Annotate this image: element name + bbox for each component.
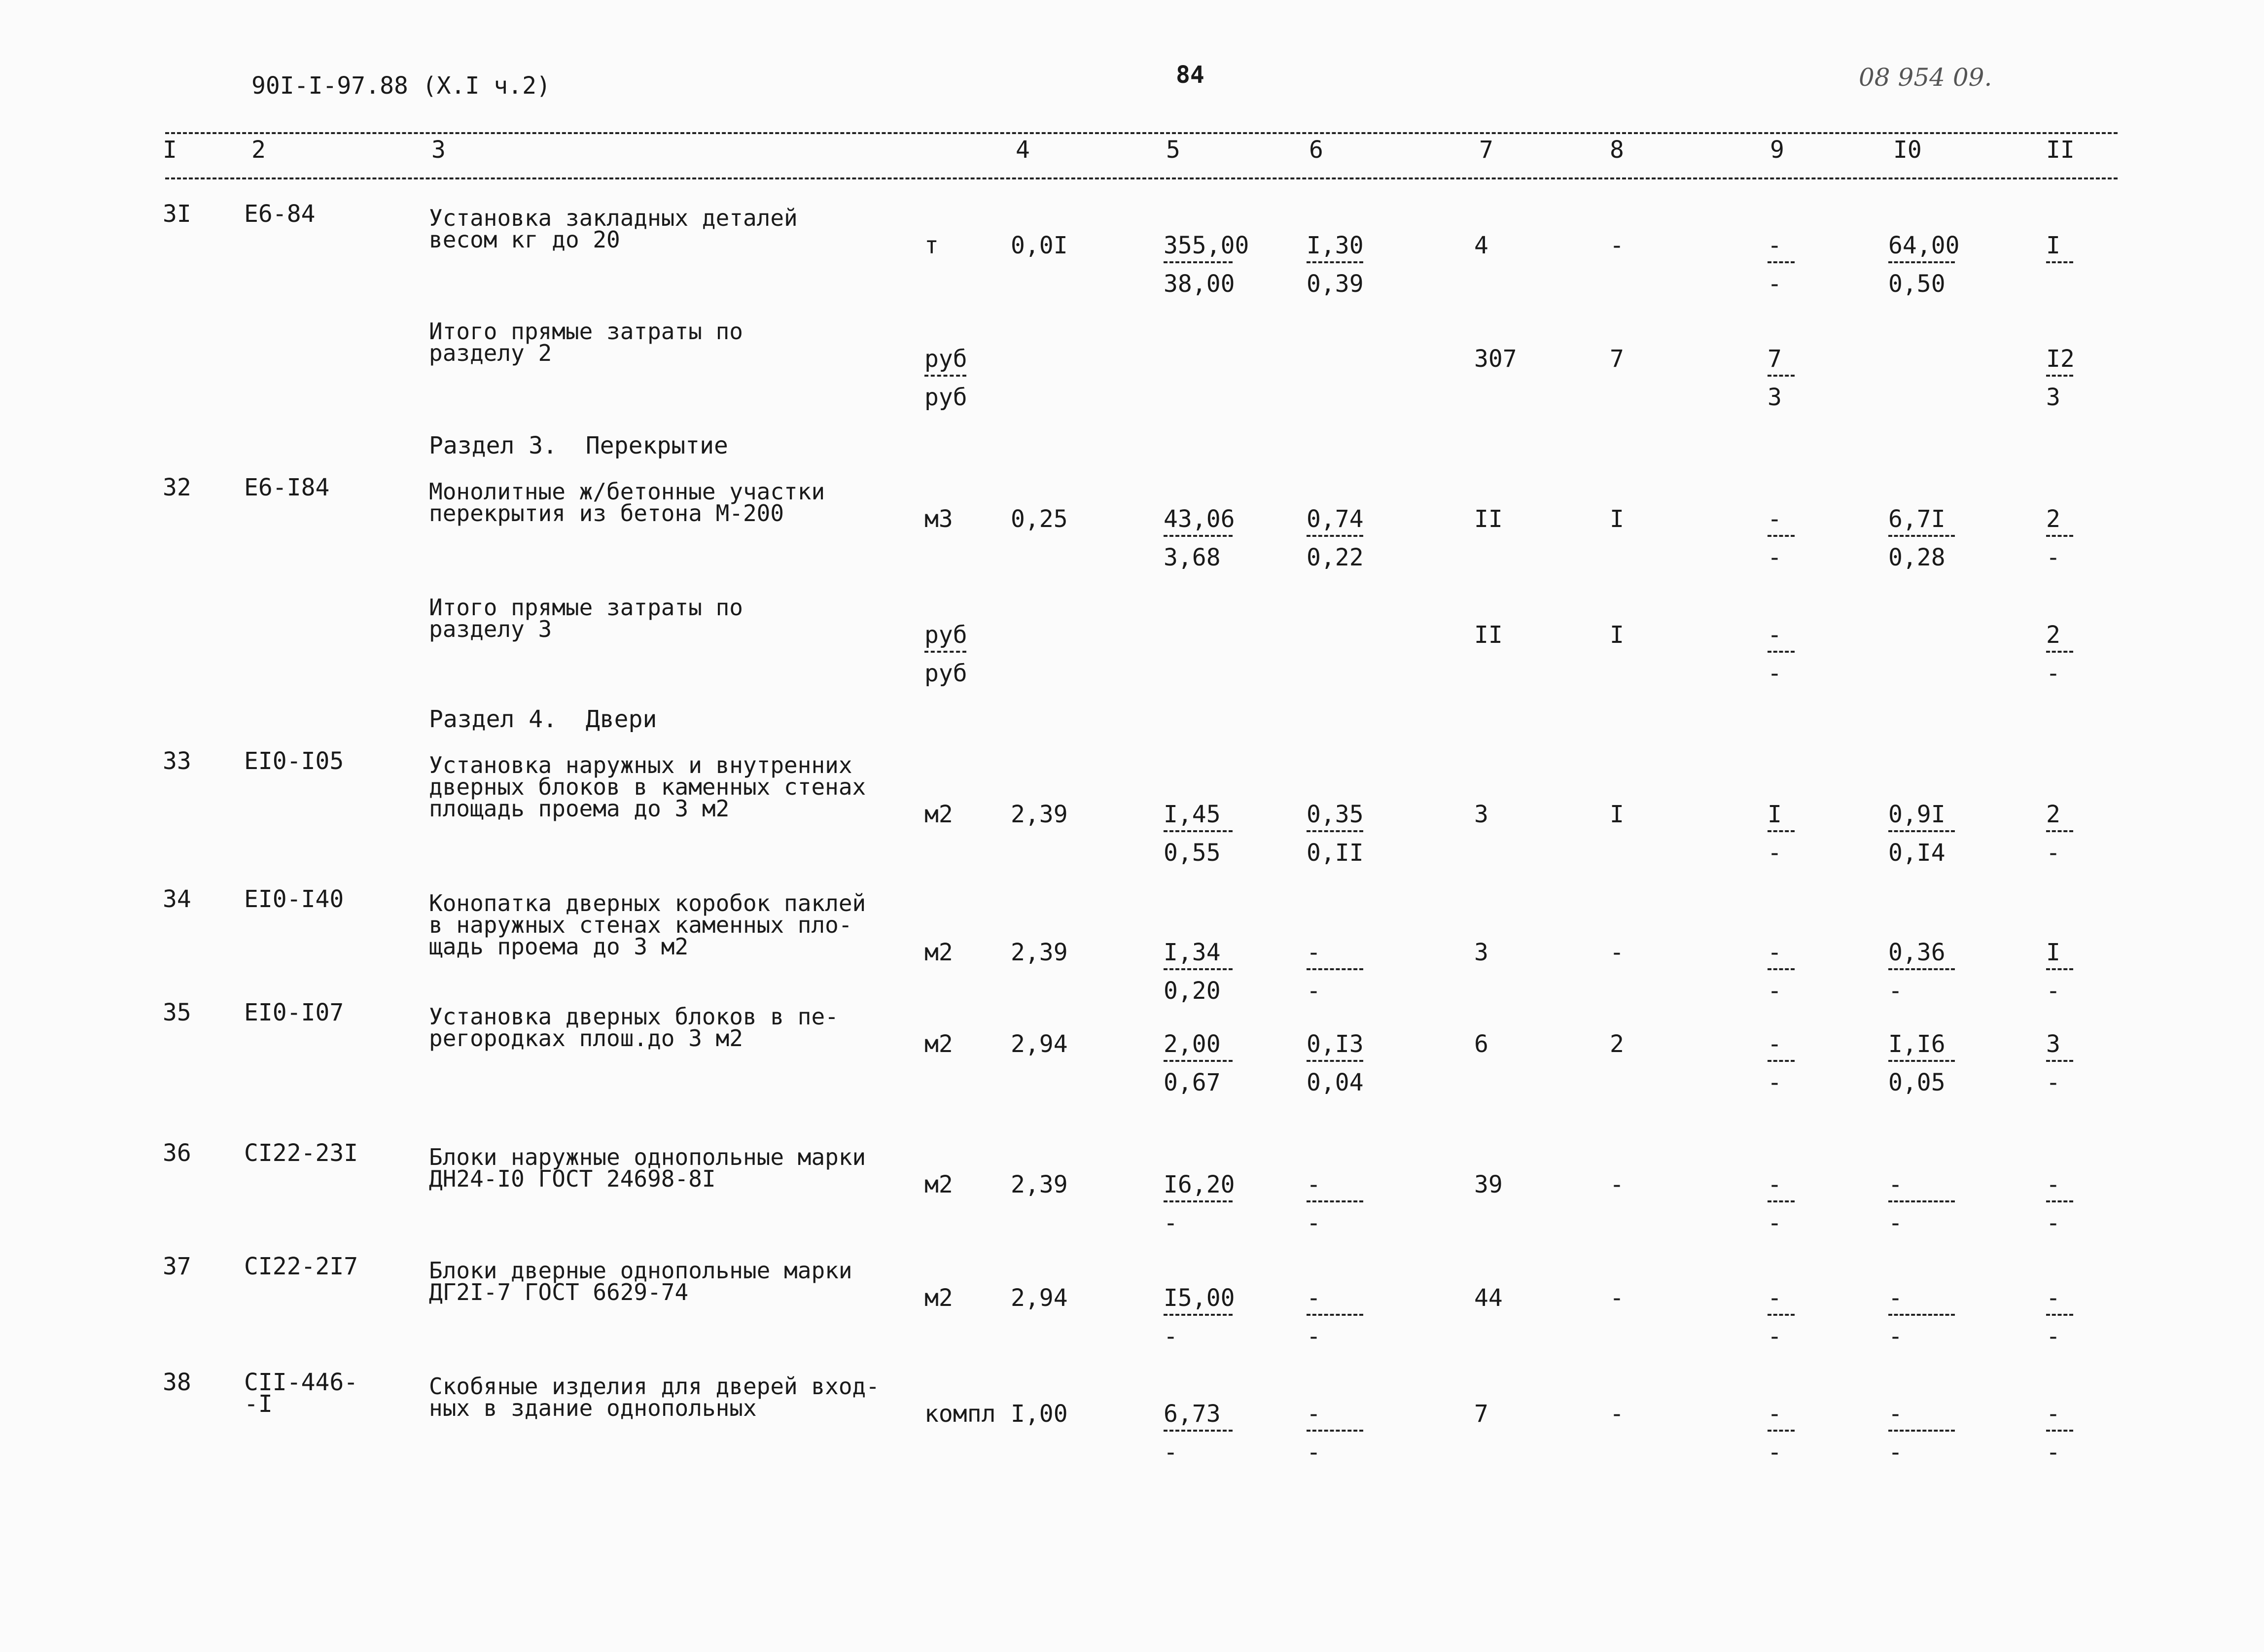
row-1-number: 3I [163, 200, 191, 228]
archive-stamp: 08 954 09. [1859, 63, 1992, 92]
row-1-c6-bottom: 0,39 [1307, 270, 1364, 298]
row-7-description: дверных блоков в каменных стенах [429, 773, 866, 800]
row-12-description: ных в здание однопольных [429, 1395, 757, 1421]
row-9-c10-top: I,I6 [1888, 1030, 1946, 1058]
row-11-c11-bottom: - [2046, 1323, 2060, 1350]
row-4-c5-rule [1164, 535, 1233, 537]
row-1-c5-top: 355,00 [1164, 232, 1249, 259]
row-5-c11-rule [2046, 651, 2073, 653]
row-11-unit: м2 [924, 1284, 953, 1312]
row-4-code: E6-I84 [244, 474, 330, 501]
row-7-c10-bottom: 0,I4 [1888, 839, 1946, 867]
row-12-description: Скобяные изделия для дверей вход- [429, 1373, 880, 1400]
row-12-col8: - [1610, 1400, 1624, 1428]
row-11-c10-bottom: - [1888, 1323, 1903, 1350]
row-7-code: EI0-I05 [244, 747, 344, 775]
row-5-description: разделу 3 [429, 616, 552, 642]
row-11-c9-bottom: - [1768, 1323, 1782, 1350]
row-10-unit: м2 [924, 1171, 953, 1198]
row-8-c10-top: 0,36 [1888, 939, 1946, 966]
row-7-quantity: 2,39 [1011, 801, 1068, 828]
row-7-c11-rule [2046, 830, 2073, 832]
row-8-c9-rule [1768, 968, 1795, 970]
row-2-c11-rule [2046, 375, 2073, 377]
row-4-c10-top: 6,7I [1888, 505, 1946, 533]
column-header-4: 4 [1016, 136, 1030, 164]
column-header-1: I [163, 136, 177, 164]
row-1-c6-rule [1307, 261, 1363, 263]
row-8-c9-bottom: - [1768, 977, 1782, 1005]
row-4-c11-top: 2 [2046, 505, 2060, 533]
row-11-quantity: 2,94 [1011, 1284, 1068, 1312]
row-12-unit: компл [924, 1400, 996, 1428]
row-7-c11-bottom: - [2046, 839, 2060, 867]
row-12-number: 38 [163, 1369, 191, 1396]
row-10-c11-top: - [2046, 1171, 2060, 1198]
row-4-c5-top: 43,06 [1164, 505, 1235, 533]
row-2-c9-bottom: 3 [1768, 384, 1782, 411]
row-8-unit: м2 [924, 939, 953, 966]
row-4-c5-bottom: 3,68 [1164, 544, 1221, 571]
row-5-c11-top: 2 [2046, 621, 2060, 649]
row-7-c11-top: 2 [2046, 801, 2060, 828]
row-8-number: 34 [163, 885, 191, 913]
row-10-col8: - [1610, 1171, 1624, 1198]
row-4-quantity: 0,25 [1011, 505, 1068, 533]
row-11-col7: 44 [1474, 1284, 1503, 1312]
row-5-col7: II [1474, 621, 1503, 649]
row-8-c6-rule [1307, 968, 1363, 970]
row-11-c11-top: - [2046, 1284, 2060, 1312]
row-1-c11-rule [2046, 261, 2073, 263]
row-10-c10-top: - [1888, 1171, 1903, 1198]
row-9-c6-top: 0,I3 [1307, 1030, 1364, 1058]
row-4-description: перекрытия из бетона М-200 [429, 500, 784, 527]
row-8-description: щадь проема до 3 м2 [429, 933, 689, 960]
row-1-unit: т [924, 232, 939, 259]
row-12-c11-top: - [2046, 1400, 2060, 1428]
row-5-col8: I [1610, 621, 1624, 649]
row-11-c10-rule [1888, 1314, 1955, 1316]
row-2-unit-rule [924, 375, 966, 377]
row-11-c10-top: - [1888, 1284, 1903, 1312]
row-2-col7: 307 [1474, 345, 1517, 373]
row-2-unit-bottom: руб [924, 384, 967, 411]
row-11-col8: - [1610, 1284, 1624, 1312]
header-rule-bottom [165, 177, 2118, 179]
row-4-c9-top: - [1768, 505, 1782, 533]
row-11-c5-bottom: - [1164, 1323, 1178, 1350]
row-4-unit: м3 [924, 505, 953, 533]
row-5-c9-bottom: - [1768, 660, 1782, 687]
row-9-col7: 6 [1474, 1030, 1488, 1058]
column-header-6: 6 [1309, 136, 1323, 164]
row-8-c10-bottom: - [1888, 977, 1903, 1005]
row-1-c9-bottom: - [1768, 270, 1782, 298]
row-8-description: Конопатка дверных коробок паклей [429, 890, 866, 916]
row-9-c6-rule [1307, 1060, 1363, 1062]
row-8-col8: - [1610, 939, 1624, 966]
row-4-c6-rule [1307, 535, 1363, 537]
row-1-c10-top: 64,00 [1888, 232, 1960, 259]
row-11-c6-rule [1307, 1314, 1363, 1316]
column-header-8: 8 [1610, 136, 1624, 164]
row-12-quantity: I,00 [1011, 1400, 1068, 1428]
row-2-c11-top: I2 [2046, 345, 2075, 373]
row-10-c6-bottom: - [1307, 1209, 1321, 1237]
row-1-c5-bottom: 38,00 [1164, 270, 1235, 298]
row-2-unit-top: руб [924, 345, 967, 373]
row-4-col7: II [1474, 505, 1503, 533]
row-10-c5-rule [1164, 1200, 1233, 1202]
row-12-c6-top: - [1307, 1400, 1321, 1428]
row-9-c9-rule [1768, 1060, 1795, 1062]
row-12-c11-bottom: - [2046, 1439, 2060, 1466]
section-title: Раздел 4. Двери [429, 705, 657, 733]
row-11-c11-rule [2046, 1314, 2073, 1316]
row-11-c9-rule [1768, 1314, 1795, 1316]
row-4-description: Монолитные ж/бетонные участки [429, 478, 825, 505]
row-8-c5-bottom: 0,20 [1164, 977, 1221, 1005]
row-11-description: ДГ2I-7 ГОСТ 6629-74 [429, 1279, 689, 1305]
row-12-c6-rule [1307, 1430, 1363, 1432]
row-9-unit: м2 [924, 1030, 953, 1058]
row-1-c10-rule [1888, 261, 1955, 263]
row-8-c6-bottom: - [1307, 977, 1321, 1005]
row-7-c9-bottom: - [1768, 839, 1782, 867]
row-10-c6-top: - [1307, 1171, 1321, 1198]
row-8-c11-top: I [2046, 939, 2060, 966]
row-10-c9-bottom: - [1768, 1209, 1782, 1237]
row-12-c5-top: 6,73 [1164, 1400, 1221, 1428]
row-9-col8: 2 [1610, 1030, 1624, 1058]
row-12-c10-bottom: - [1888, 1439, 1903, 1466]
row-7-c6-bottom: 0,II [1307, 839, 1364, 867]
row-4-c6-bottom: 0,22 [1307, 544, 1364, 571]
row-10-c5-bottom: - [1164, 1209, 1178, 1237]
row-2-c11-bottom: 3 [2046, 384, 2060, 411]
row-1-c10-bottom: 0,50 [1888, 270, 1946, 298]
row-9-c11-top: 3 [2046, 1030, 2060, 1058]
row-8-c11-rule [2046, 968, 2073, 970]
row-8-c5-top: I,34 [1164, 939, 1221, 966]
row-8-col7: 3 [1474, 939, 1488, 966]
row-12-code: CII-446- [244, 1369, 358, 1396]
row-1-c11-top: I [2046, 232, 2060, 259]
row-11-c6-bottom: - [1307, 1323, 1321, 1350]
row-9-c11-bottom: - [2046, 1069, 2060, 1096]
row-12-c5-rule [1164, 1430, 1233, 1432]
row-12-c11-rule [2046, 1430, 2073, 1432]
row-4-c9-bottom: - [1768, 544, 1782, 571]
row-7-unit: м2 [924, 801, 953, 828]
row-5-unit-top: руб [924, 621, 967, 649]
row-12-col7: 7 [1474, 1400, 1488, 1428]
row-12-c6-bottom: - [1307, 1439, 1321, 1466]
row-8-c11-bottom: - [2046, 977, 2060, 1005]
row-8-c9-top: - [1768, 939, 1782, 966]
row-4-c11-rule [2046, 535, 2073, 537]
row-10-c9-rule [1768, 1200, 1795, 1202]
row-7-c5-bottom: 0,55 [1164, 839, 1221, 867]
row-4-number: 32 [163, 474, 191, 501]
row-4-c10-bottom: 0,28 [1888, 544, 1946, 571]
row-12-c5-bottom: - [1164, 1439, 1178, 1466]
row-8-c10-rule [1888, 968, 1955, 970]
row-7-c9-rule [1768, 830, 1795, 832]
section-title: Раздел 3. Перекрытие [429, 432, 728, 459]
row-9-c9-top: - [1768, 1030, 1782, 1058]
column-header-2: 2 [251, 136, 266, 164]
row-9-c5-bottom: 0,67 [1164, 1069, 1221, 1096]
row-9-c11-rule [2046, 1060, 2073, 1062]
row-7-c10-top: 0,9I [1888, 801, 1946, 828]
row-7-c6-rule [1307, 830, 1363, 832]
row-1-description: весом кг до 20 [429, 226, 620, 253]
row-4-c10-rule [1888, 535, 1955, 537]
row-2-c9-top: 7 [1768, 345, 1782, 373]
row-12-c9-top: - [1768, 1400, 1782, 1428]
row-10-description: Блоки наружные однопольные марки [429, 1144, 866, 1170]
column-header-3: 3 [431, 136, 446, 164]
row-7-description: Установка наружных и внутренних [429, 752, 852, 778]
row-1-col8: - [1610, 232, 1624, 259]
row-12-c9-bottom: - [1768, 1439, 1782, 1466]
row-9-description: Установка дверных блоков в пе- [429, 1003, 839, 1030]
row-7-col7: 3 [1474, 801, 1488, 828]
row-1-description: Установка закладных деталей [429, 205, 798, 231]
row-9-c10-bottom: 0,05 [1888, 1069, 1946, 1096]
row-1-quantity: 0,0I [1011, 232, 1068, 259]
row-11-c5-rule [1164, 1314, 1233, 1316]
row-9-c9-bottom: - [1768, 1069, 1782, 1096]
row-7-col8: I [1610, 801, 1624, 828]
row-11-c5-top: I5,00 [1164, 1284, 1235, 1312]
doc-code: 90I-I-97.88 (X.I ч.2) [251, 72, 551, 100]
row-1-col7: 4 [1474, 232, 1488, 259]
row-5-c9-top: - [1768, 621, 1782, 649]
row-12-c10-rule [1888, 1430, 1955, 1432]
column-header-9: 9 [1770, 136, 1784, 164]
row-10-code: CI22-23I [244, 1139, 358, 1167]
row-10-c10-rule [1888, 1200, 1955, 1202]
row-2-col8: 7 [1610, 345, 1624, 373]
column-header-11: II [2046, 136, 2075, 164]
row-11-c6-top: - [1307, 1284, 1321, 1312]
row-9-c5-rule [1164, 1060, 1233, 1062]
row-5-unit-bottom: руб [924, 660, 967, 687]
row-9-c6-bottom: 0,04 [1307, 1069, 1364, 1096]
row-11-description: Блоки дверные однопольные марки [429, 1257, 852, 1284]
row-10-c6-rule [1307, 1200, 1363, 1202]
row-11-number: 37 [163, 1253, 191, 1280]
row-5-c11-bottom: - [2046, 660, 2060, 687]
row-7-description: площадь проема до 3 м2 [429, 795, 730, 822]
row-5-unit-rule [924, 651, 966, 653]
row-7-c5-top: I,45 [1164, 801, 1221, 828]
row-8-c5-rule [1164, 968, 1233, 970]
row-10-quantity: 2,39 [1011, 1171, 1068, 1198]
header-rule-top [165, 132, 2118, 134]
row-5-description: Итого прямые затраты по [429, 594, 743, 621]
row-7-number: 33 [163, 747, 191, 775]
row-11-c9-top: - [1768, 1284, 1782, 1312]
column-header-7: 7 [1479, 136, 1493, 164]
row-8-description: в наружных стенах каменных пло- [429, 912, 852, 938]
row-10-c11-rule [2046, 1200, 2073, 1202]
row-8-c6-top: - [1307, 939, 1321, 966]
row-8-quantity: 2,39 [1011, 939, 1068, 966]
column-header-5: 5 [1166, 136, 1180, 164]
row-9-description: регородках плош.до 3 м2 [429, 1025, 743, 1052]
row-9-quantity: 2,94 [1011, 1030, 1068, 1058]
row-12-c9-rule [1768, 1430, 1795, 1432]
row-1-c6-top: I,30 [1307, 232, 1364, 259]
row-1-c5-rule [1164, 261, 1233, 263]
row-9-c10-rule [1888, 1060, 1955, 1062]
row-10-c11-bottom: - [2046, 1209, 2060, 1237]
row-7-c6-top: 0,35 [1307, 801, 1364, 828]
row-2-c9-rule [1768, 375, 1795, 377]
row-2-description: разделу 2 [429, 340, 552, 366]
row-12-code: -I [244, 1390, 273, 1418]
row-10-col7: 39 [1474, 1171, 1503, 1198]
row-12-c10-top: - [1888, 1400, 1903, 1428]
row-1-c9-top: - [1768, 232, 1782, 259]
row-10-c9-top: - [1768, 1171, 1782, 1198]
row-4-col8: I [1610, 505, 1624, 533]
row-10-number: 36 [163, 1139, 191, 1167]
row-7-c10-rule [1888, 830, 1955, 832]
row-9-c5-top: 2,00 [1164, 1030, 1221, 1058]
row-10-c5-top: I6,20 [1164, 1171, 1235, 1198]
row-1-code: E6-84 [244, 200, 316, 228]
row-5-c9-rule [1768, 651, 1795, 653]
column-header-10: I0 [1893, 136, 1922, 164]
row-8-code: EI0-I40 [244, 885, 344, 913]
row-7-c9-top: I [1768, 801, 1782, 828]
row-4-c9-rule [1768, 535, 1795, 537]
row-1-c9-rule [1768, 261, 1795, 263]
row-10-c10-bottom: - [1888, 1209, 1903, 1237]
page-number: 84 [1176, 61, 1204, 89]
row-4-c6-top: 0,74 [1307, 505, 1364, 533]
row-9-number: 35 [163, 999, 191, 1026]
row-7-c5-rule [1164, 830, 1233, 832]
row-2-description: Итого прямые затраты по [429, 318, 743, 345]
row-4-c11-bottom: - [2046, 544, 2060, 571]
row-10-description: ДН24-I0 ГОСТ 24698-8I [429, 1165, 716, 1192]
row-9-code: EI0-I07 [244, 999, 344, 1026]
row-11-code: CI22-2I7 [244, 1253, 358, 1280]
